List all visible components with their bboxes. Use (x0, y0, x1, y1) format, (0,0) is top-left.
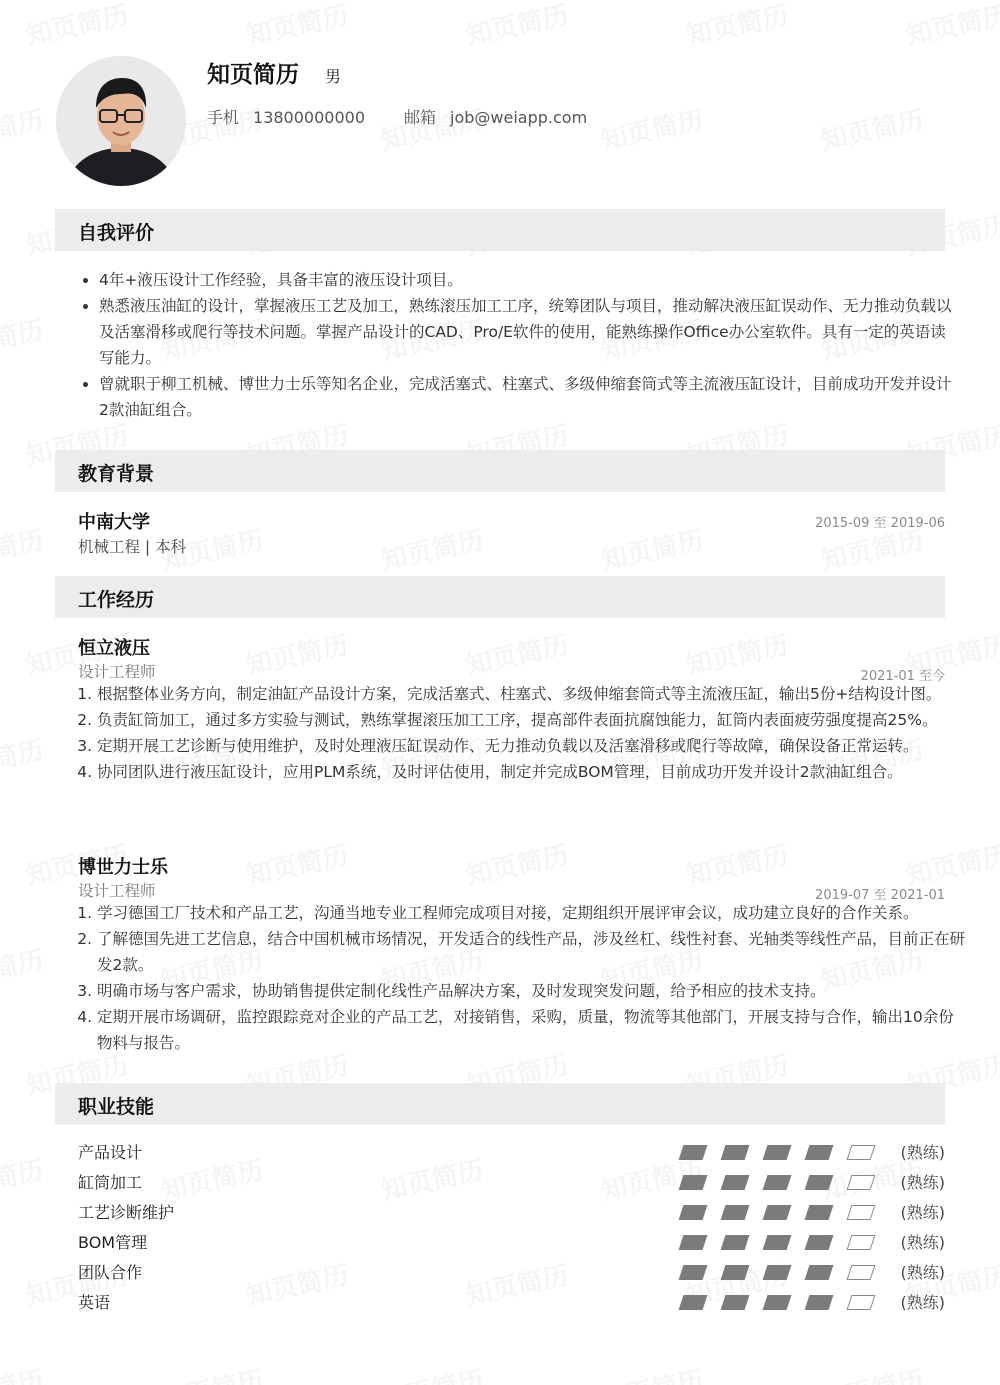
company-name: 恒立液压 (78, 638, 150, 659)
list-item: 4. 定期开展市场调研，监控跟踪竞对企业的产品工艺，对接销售，采购，质量，物流等其他部门，开展支持与合作，输出10余份物料与报告。 (97, 1004, 965, 1056)
skill-row (78, 1230, 945, 1254)
list-item: 4. 协同团队进行液压缸设计，应用PLM系统，及时评估使用，制定并完成BOM管理，目前成功开发并设计2款油缸组合。 (97, 759, 965, 785)
list-item: 1. 根据整体业务方向，制定油缸产品设计方案，完成活塞式、柱塞式、多级伸缩套筒式等主流液压缸，输出5份+结构设计图。 (97, 681, 965, 707)
skill-segment-empty (847, 1145, 876, 1160)
skill-segment-filled (679, 1175, 708, 1190)
skill-segment-filled (763, 1205, 792, 1220)
section-title: 教育背景 (78, 463, 155, 485)
skill-segment-filled (679, 1235, 708, 1250)
education-date: 2015-09 至 2019-06 (815, 516, 945, 531)
company-name: 博世力士乐 (78, 857, 168, 878)
list-item: 1. 学习德国工厂技术和产品工艺，沟通当地专业工程师完成项目对接，定期组织开展评审会议，成功建立良好的合作关系。 (97, 900, 965, 926)
skill-segment-filled (805, 1295, 834, 1310)
skill-segment-filled (679, 1205, 708, 1220)
skill-segment-filled (679, 1145, 708, 1160)
skill-segment-filled (679, 1295, 708, 1310)
skill-segment-empty (847, 1175, 876, 1190)
skill-level-label: (熟练) (900, 1143, 945, 1162)
candidate-gender: 男 (325, 67, 342, 86)
skill-row (78, 1290, 945, 1314)
skill-row (78, 1200, 945, 1224)
section-education (55, 450, 945, 492)
section-title: 自我评价 (78, 222, 155, 244)
skill-segment-filled (805, 1175, 834, 1190)
list-item: 2. 负责缸筒加工，通过多方实验与测试，熟练掌握滚压加工工序，提高部件表面抗腐蚀能力，缸筒内表面疲劳强度提高25%。 (97, 707, 965, 733)
list-item: • 曾就职于柳工机械、博世力士乐等知名企业，完成活塞式、柱塞式、多级伸缩套筒式等主流液压缸设计，目前成功开发并设计2款油缸组合。 (99, 371, 959, 423)
skill-name: 工艺诊断维护 (78, 1203, 175, 1222)
job-duties (78, 900, 965, 1056)
skill-name: 团队合作 (78, 1263, 143, 1282)
phone-info (207, 105, 365, 128)
skill-segment-filled (679, 1265, 708, 1280)
avatar (56, 56, 186, 186)
skill-segment-filled (721, 1145, 750, 1160)
skill-segment-empty (847, 1235, 876, 1250)
list-item: 3. 定期开展工艺诊断与使用维护，及时处理液压缸误动作、无力推动负载以及活塞滑移或爬行等故障，确保设备正常运转。 (97, 733, 965, 759)
section-title: 职业技能 (78, 1096, 155, 1118)
section-skills (55, 1083, 945, 1125)
candidate-name: 知页简历 (207, 62, 299, 88)
skill-segment-filled (721, 1175, 750, 1190)
job-date: 2021-01 至今 (860, 669, 945, 684)
section-self-eval (55, 209, 945, 251)
skill-segment-filled (763, 1235, 792, 1250)
section-title: 工作经历 (78, 589, 155, 611)
list-item: 2. 了解德国先进工艺信息，结合中国机械市场情况，开发适合的线性产品，涉及丝杠、线性衬套、光轴类等线性产品，目前正在研发2款。 (97, 926, 965, 978)
skill-name: BOM管理 (78, 1233, 148, 1252)
skill-segment-empty (847, 1265, 876, 1280)
skill-segment-filled (805, 1265, 834, 1280)
job-date: 2019-07 至 2021-01 (815, 888, 945, 903)
skill-segment-filled (763, 1295, 792, 1310)
school-name: 中南大学 (78, 512, 150, 533)
skill-segment-filled (721, 1205, 750, 1220)
section-work (55, 576, 945, 618)
skill-name: 产品设计 (78, 1143, 143, 1162)
phone-label: 手机 (207, 108, 240, 127)
skill-segment-filled (805, 1145, 834, 1160)
skill-segment-filled (805, 1235, 834, 1250)
email-info (404, 105, 587, 128)
skill-segment-filled (805, 1205, 834, 1220)
skill-segment-filled (763, 1265, 792, 1280)
job-role: 设计工程师 (78, 663, 156, 681)
list-item: 3. 明确市场与客户需求，协助销售提供定制化线性产品解决方案，及时发现突发问题，给予相应的技术支持。 (97, 978, 965, 1004)
skill-level-label: (熟练) (900, 1263, 945, 1282)
skill-level-label: (熟练) (900, 1293, 945, 1312)
self-eval-list (78, 267, 959, 423)
job-duties (78, 681, 965, 785)
skill-row (78, 1170, 945, 1194)
list-item: • 熟悉液压油缸的设计，掌握液压工艺及加工，熟练滚压加工工序，统筹团队与项目，推动解决液压缸误动作、无力推动负载以及活塞滑移或爬行等技术问题。掌握产品设计的CAD、Pro/E软件的使用，能熟练操作Office办公室软件。具有一定的英语读写能力。 (99, 293, 959, 371)
skill-name: 英语 (78, 1293, 111, 1312)
skill-level-label: (熟练) (900, 1233, 945, 1252)
skill-segment-filled (763, 1145, 792, 1160)
skill-segment-filled (763, 1175, 792, 1190)
skill-segment-filled (721, 1235, 750, 1250)
phone-value: 13800000000 (253, 108, 365, 127)
skill-row (78, 1140, 945, 1164)
major-degree: 机械工程 | 本科 (78, 538, 187, 556)
skill-level-label: (熟练) (900, 1173, 945, 1192)
list-item: • 4年+液压设计工作经验，具备丰富的液压设计项目。 (99, 267, 959, 293)
skill-segment-empty (847, 1205, 876, 1220)
email-label: 邮箱 (404, 108, 437, 127)
skill-segment-empty (847, 1295, 876, 1310)
skill-segment-filled (721, 1295, 750, 1310)
skill-segment-filled (721, 1265, 750, 1280)
email-value[interactable]: job@weiapp.com (450, 108, 588, 127)
skill-name: 缸筒加工 (78, 1173, 143, 1192)
job-role: 设计工程师 (78, 882, 156, 900)
skill-row (78, 1260, 945, 1284)
skill-level-label: (熟练) (900, 1203, 945, 1222)
